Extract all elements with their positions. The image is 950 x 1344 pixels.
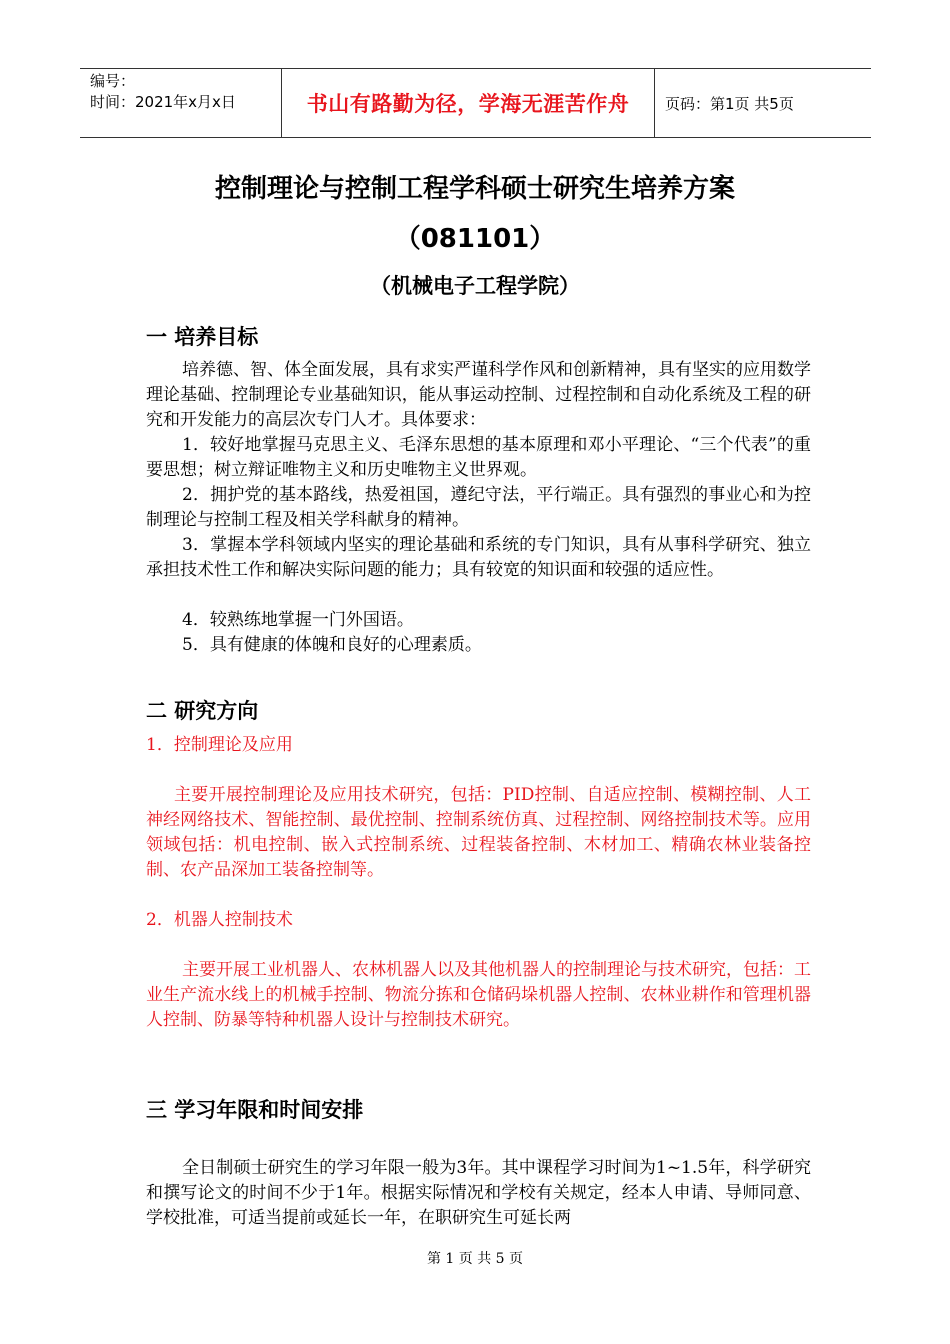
header-motto: 书山有路勤为径，学海无涯苦作舟 [282, 69, 655, 137]
subject-code: （081101） [394, 224, 556, 254]
header-meta [80, 69, 282, 137]
page-footer: 第 1 页 共 5 页 [426, 1251, 524, 1267]
direction-2-title: 2．机器人控制技术 [146, 910, 293, 930]
section3-text: 全日制硕士研究生的学习年限一般为3年。其中课程学习时间为1~1.5年，科学研究和撰写论文的时间不少于1年。根据实际情况和学校有关规定，经本人申请、导师同意、学校批准，可适当提前或延长一年，在职研究生可延长两 [146, 1158, 811, 1228]
section1-item-1: 1．较好地掌握马克思主义、毛泽东思想的基本原理和邓小平理论、“三个代表”的重要思想；树立辩证唯物主义和历史唯物主义世界观。 [146, 435, 811, 480]
section1-item-5: 5．具有健康的体魄和良好的心理素质。 [182, 635, 482, 655]
section1-item-3: 3．掌握本学科领域内坚实的理论基础和系统的专门知识，具有从事科学研究、独立承担技术性工作和解决实际问题的能力；具有较宽的知识面和较强的适应性。 [146, 535, 811, 580]
direction-1-text: 主要开展控制理论及应用技术研究，包括：PID控制、自适应控制、模糊控制、人工神经网络技术、智能控制、最优控制、控制系统仿真、过程控制、网络控制技术等。应用领域包括：机电控制、嵌入式控制系统、过程装备控制、木材加工、精确农林业装备控制、农产品深加工装备控制等。 [146, 785, 811, 880]
time-label: 时间：2021年x月x日 [90, 93, 236, 111]
section-heading-3: 三 学习年限和时间安排 [146, 1098, 364, 1122]
direction-2-text: 主要开展工业机器人、农林机器人以及其他机器人的控制理论与技术研究，包括：工业生产流水线上的机械手控制、物流分拣和仓储码垛机器人控制、农林业耕作和管理机器人控制、防暴等特种机器人设计与控制技术研究。 [146, 960, 811, 1030]
college-name: （机械电子工程学院） [370, 274, 580, 298]
section-heading-2: 二 研究方向 [146, 699, 259, 723]
header-table [80, 68, 871, 138]
direction-1-title: 1．控制理论及应用 [146, 735, 293, 755]
header-page-info: 页码：第1页 共5页 [665, 94, 794, 113]
document-title: 控制理论与控制工程学科硕士研究生培养方案 [214, 174, 735, 204]
section1-item-2: 2．拥护党的基本路线，热爱祖国，遵纪守法，平行端正。具有强烈的事业心和为控制理论与控制工程及相关学科献身的精神。 [146, 485, 811, 530]
number-label: 编号： [90, 72, 136, 90]
section1-intro: 培养德、智、体全面发展，具有求实严谨科学作风和创新精神，具有坚实的应用数学理论基础、控制理论专业基础知识，能从事运动控制、过程控制和自动化系统及工程的研究和开发能力的高层次专门人才。具体要求： [146, 360, 811, 430]
section-heading-1: 一 培养目标 [146, 325, 259, 349]
section1-item-4: 4．较熟练地掌握一门外国语。 [182, 610, 414, 630]
